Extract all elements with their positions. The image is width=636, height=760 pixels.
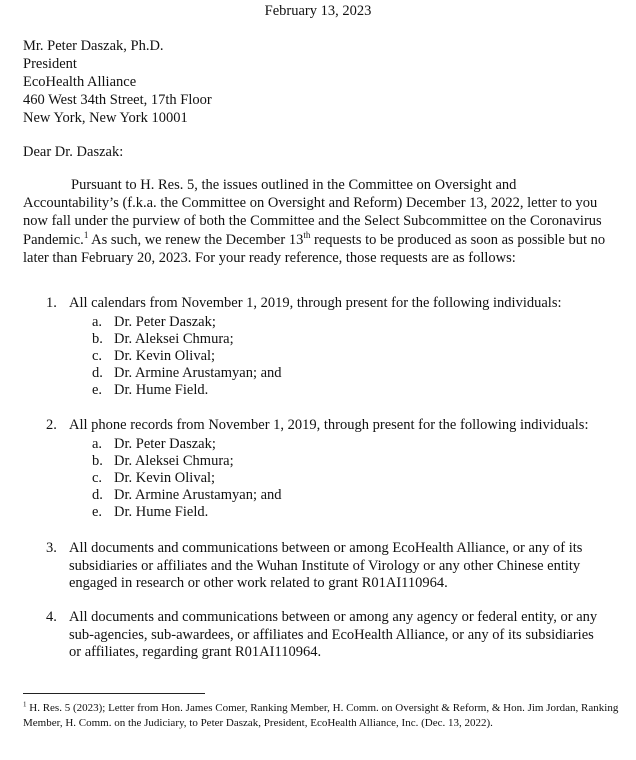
request-text: All phone records from November 1, 2019, through present for the following individuals: bbox=[69, 417, 589, 433]
subitem-text: Dr. Armine Arustamyan; and bbox=[114, 487, 282, 503]
recipient-address bbox=[23, 37, 212, 127]
recipient-street: 460 West 34th Street, 17th Floor bbox=[23, 92, 212, 108]
subitem-text: Dr. Peter Daszak; bbox=[114, 314, 216, 330]
subitem-letter: b. bbox=[92, 331, 103, 347]
request-2-subitem-d bbox=[92, 487, 282, 504]
subitem-letter: d. bbox=[92, 487, 103, 503]
request-number: 2. bbox=[46, 417, 57, 433]
request-1-subitem-a bbox=[92, 314, 216, 331]
request-number: 3. bbox=[46, 540, 57, 556]
subitem-letter: c. bbox=[92, 348, 103, 364]
request-number: 4. bbox=[46, 609, 57, 625]
letter-date: February 13, 2023 bbox=[264, 3, 372, 19]
request-1-subitem-e bbox=[92, 382, 208, 399]
subitem-text: Dr. Hume Field. bbox=[114, 504, 209, 520]
request-text: All calendars from November 1, 2019, through present for the following individuals: bbox=[69, 295, 562, 311]
subitem-letter: e. bbox=[92, 504, 103, 520]
subitem-text: Dr. Armine Arustamyan; and bbox=[114, 365, 282, 381]
subitem-letter: a. bbox=[92, 314, 103, 330]
request-text: All documents and communications between or among any agency or federal entity, or any sub-agencies, sub-awardees, or affiliates and EcoHealth Alliance, or any of its subsidiaries or affiliates, regarding grant R01AI110964. bbox=[69, 609, 598, 660]
subitem-text: Dr. Aleksei Chmura; bbox=[114, 453, 234, 469]
request-1-subitem-d bbox=[92, 365, 282, 382]
subitem-text: Dr. Peter Daszak; bbox=[114, 436, 216, 452]
footnote-text: H. Res. 5 (2023); Letter from Hon. James Comer, Ranking Member, H. Comm. on Oversight & Reform, & Hon. Jim Jordan, Ranking Member, H. Comm. on the Judiciary, to Peter Daszak, President, EcoHealth Alliance, Inc. (Dec. 13, 2022). bbox=[23, 702, 619, 729]
recipient-org: EcoHealth Alliance bbox=[23, 74, 137, 90]
request-2-subitem-e bbox=[92, 504, 208, 521]
request-number: 1. bbox=[46, 295, 57, 311]
body-part1: Pursuant to H. Res. 5, the issues outlined in the Committee on Oversight and Accountability’s (f.k.a. the Committee on Oversight and Reform) December 13, 2022, letter to you now fall under the purview of both the Committee and the Select Subcommittee on the Coronavirus Pandemic. bbox=[23, 177, 602, 248]
subitem-letter: a. bbox=[92, 436, 103, 452]
footnote-marker: 1 bbox=[23, 700, 27, 709]
subitem-letter: d. bbox=[92, 365, 103, 381]
recipient-title: President bbox=[23, 56, 77, 72]
subitem-letter: c. bbox=[92, 470, 103, 486]
salutation: Dear Dr. Daszak: bbox=[23, 144, 124, 160]
subitem-letter: b. bbox=[92, 453, 103, 469]
ordinal-suffix: th bbox=[303, 229, 311, 240]
subitem-text: Dr. Aleksei Chmura; bbox=[114, 331, 234, 347]
request-2-subitem-c bbox=[92, 470, 215, 487]
footnote-divider bbox=[23, 693, 205, 694]
request-2-subitem-b bbox=[92, 453, 234, 470]
recipient-city: New York, New York 10001 bbox=[23, 110, 188, 126]
footnote bbox=[23, 701, 623, 730]
subitem-letter: e. bbox=[92, 382, 103, 398]
body-paragraph bbox=[23, 176, 615, 267]
footnote-reference: 1 bbox=[83, 229, 89, 240]
request-2-subitem-a bbox=[92, 436, 216, 453]
subitem-text: Dr. Hume Field. bbox=[114, 382, 209, 398]
body-part2: As such, we renew the December 13 bbox=[88, 231, 304, 248]
subitem-text: Dr. Kevin Olival; bbox=[114, 470, 216, 486]
recipient-name: Mr. Peter Daszak, Ph.D. bbox=[23, 38, 164, 54]
request-1-subitem-c bbox=[92, 348, 215, 365]
request-text: All documents and communications between or among EcoHealth Alliance, or any of its subsidiaries or affiliates and the Wuhan Institute of Virology or any other Chinese entity engaged in research or other work related to grant R01AI110964. bbox=[69, 540, 583, 591]
request-1-subitem-b bbox=[92, 331, 234, 348]
subitem-text: Dr. Kevin Olival; bbox=[114, 348, 216, 364]
body-part3: requests to be produced as soon as possible but no later than February 20, 2023. For your ready reference, those requests are as follows: bbox=[23, 231, 606, 266]
